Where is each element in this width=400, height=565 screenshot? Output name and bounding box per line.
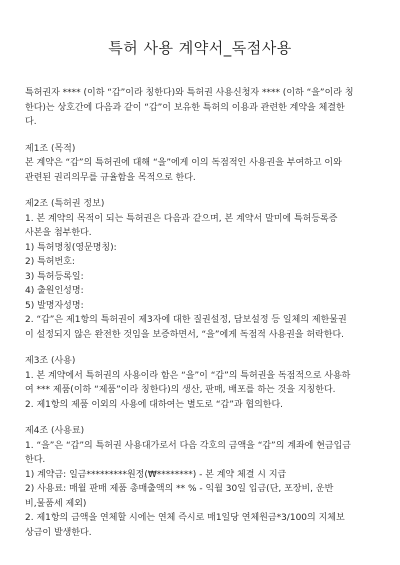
text-line: 2. “갑”은 제1항의 특허권이 제3자에 대한 질권설정, 담보설정 등 일체의 제한물권 (25, 315, 347, 325)
text-line: 1. “을”은 “갑”의 특허권 사용대가로서 다음 각호의 금액을 “갑”의 계좌에 현금입금 (25, 440, 351, 451)
text-line: 1. 본 계약에서 특허권의 사용이라 함은 “을”이 “갑”의 특허권을 독점적으로 사용하 (25, 370, 351, 381)
article-2 (25, 197, 385, 342)
text-line: 관련된 권리의무를 규율함을 목적으로 한다. (25, 172, 196, 183)
text-line: 3) 특허등록일: (25, 271, 84, 282)
text-line: 2. 제1항의 금액을 연체할 시에는 연체 즉시로 매1일당 연체원금*3/100의 지체보 (25, 513, 345, 523)
article-4 (25, 424, 385, 540)
text-line: 사본을 첨부한다. (25, 228, 92, 238)
text-line: 2) 사용료: 매월 판매 제품 총매출액의 ** % - 익월 30일 입금(단, 포장비, 운반 (25, 484, 334, 494)
article-heading: 제2조 (특허권 정보) (25, 199, 105, 209)
text-line: 여 *** 제품(이하 “제품”이라 칭한다)의 생산, 판매, 배포를 하는 것을 지칭한다. (25, 385, 336, 395)
article-1 (25, 142, 385, 186)
text-line: 1. 본 계약의 목적이 되는 특허권은 다음과 같으며, 본 계약서 말미에 특허등록증 (25, 213, 338, 224)
text-line: 2) 특허번호: (25, 257, 75, 267)
text-line: 본 계약은 “갑”의 특허권에 대해 “을”에게 이의 독점적인 사용권을 부여하고 이와 (25, 158, 342, 168)
text-line: 한다)는 상호간에 다음과 같이 “갑”이 보유한 특허의 이용과 관련한 계약을 체결한 (25, 102, 345, 113)
text-line: 2. 제1항의 제품 이외의 사용에 대하여는 별도로 “갑”과 협의한다. (25, 399, 284, 410)
article-heading: 제4조 (사용료) (25, 426, 85, 436)
text-line: 1) 특허명칭(영문명칭): (25, 242, 117, 253)
spacer (25, 342, 385, 354)
text-line: 5) 발명자성명: (25, 300, 84, 311)
text-line: 다. (25, 117, 37, 127)
intro-paragraph (25, 86, 385, 130)
text-line: 이 설정되지 않은 완전한 것임을 보증하면서, “을”에게 독점적 사용권을 허락한다. (25, 329, 345, 340)
text-line: 특허권자 **** (이하 “갑”이라 칭한다)와 특허권 사용신청자 **** (이하 “을”이라 칭 (25, 88, 354, 98)
spacer (25, 412, 385, 424)
text-line: 4) 출원인성명: (25, 286, 84, 296)
document-title: 특허 사용 계약서_독점사용 (108, 39, 292, 57)
spacer (25, 130, 385, 142)
article-heading: 제3조 (사용) (25, 356, 76, 366)
article-heading: 제1조 (목적) (25, 143, 76, 154)
spacer (25, 185, 385, 197)
text-line: 1) 계약금: 일금*********원정(₩********) - 본 계약 체결 시 지급 (25, 469, 287, 480)
text-line: 상금이 발생한다. (25, 527, 92, 538)
text-line: 비,물품세 제외) (25, 498, 87, 509)
article-3 (25, 354, 385, 412)
text-line: 한다. (25, 455, 46, 465)
document-body (25, 86, 385, 540)
